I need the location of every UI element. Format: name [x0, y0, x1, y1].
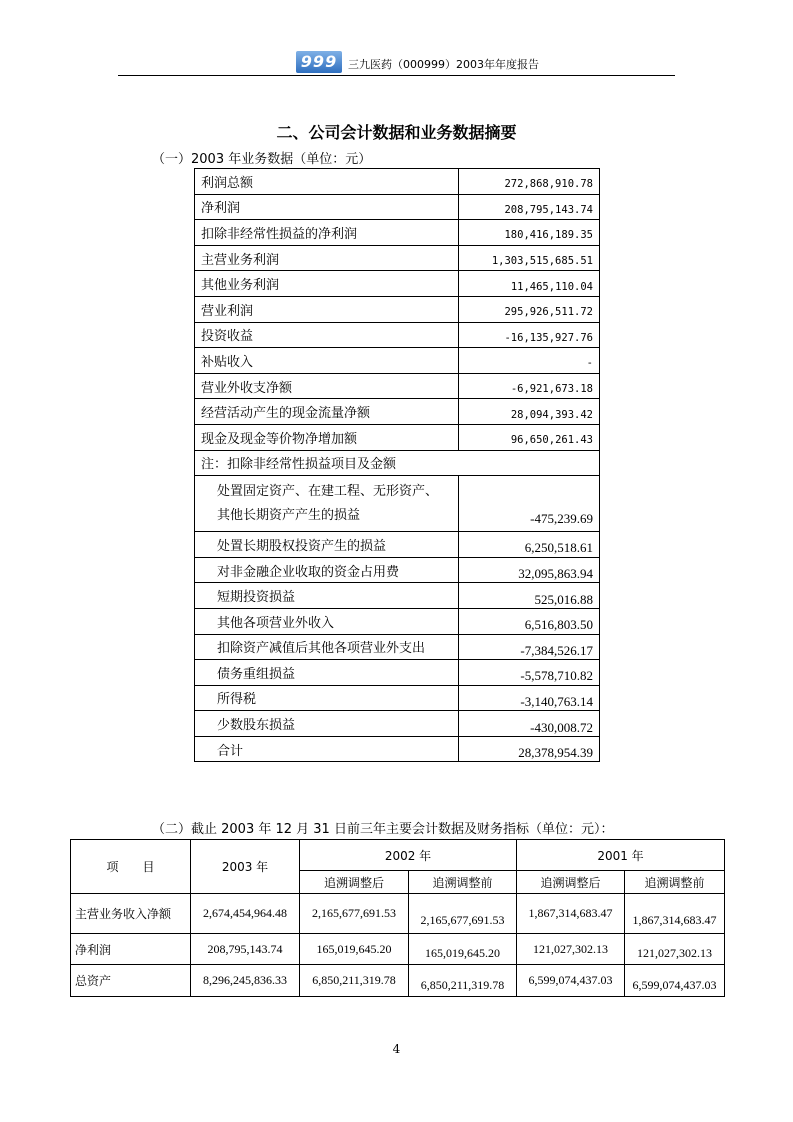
- table-row: [195, 194, 600, 220]
- table-row: [195, 736, 600, 762]
- cell-2002-after: 6,850,211,319.78: [300, 965, 409, 997]
- column-header-2002: 2002 年: [300, 840, 517, 871]
- row-label: 少数股东损益: [195, 711, 459, 737]
- cell-2002-before: 6,850,211,319.78: [409, 965, 517, 997]
- cell-2001-before: 6,599,074,437.03: [625, 965, 725, 997]
- table-row: [195, 271, 600, 297]
- row-value: -475,239.69: [459, 476, 600, 532]
- column-header-2001-after: 追溯调整后: [517, 871, 625, 894]
- cell-2002-before: 2,165,677,691.53: [409, 894, 517, 934]
- row-label: 总资产: [71, 965, 191, 997]
- row-label: 扣除资产减值后其他各项营业外支出: [195, 634, 459, 660]
- cell-2003: 8,296,245,836.33: [191, 965, 300, 997]
- row-label: 经营活动产生的现金流量净额: [195, 399, 459, 425]
- row-label: 利润总额: [195, 169, 459, 195]
- row-value: 1,303,515,685.51: [459, 245, 600, 271]
- cell-2001-after: 1,867,314,683.47: [517, 894, 625, 934]
- table-row: [195, 532, 600, 558]
- row-value: -6,921,673.18: [459, 373, 600, 399]
- section1-heading: （一）2003 年业务数据（单位：元）: [152, 152, 372, 167]
- row-label-line2: 其他长期资产产生的损益: [217, 507, 361, 523]
- row-value: 295,926,511.72: [459, 296, 600, 322]
- row-label: 营业利润: [195, 296, 459, 322]
- page-header: [118, 48, 675, 76]
- table-row: [195, 711, 600, 737]
- row-value: 96,650,261.43: [459, 424, 600, 450]
- row-label: 短期投资损益: [195, 583, 459, 609]
- section-title: 二、公司会计数据和业务数据摘要: [276, 123, 517, 142]
- row-label: 其他业务利润: [195, 271, 459, 297]
- row-value: -7,384,526.17: [459, 634, 600, 660]
- row-label: 合计: [195, 736, 459, 762]
- table-row: [195, 557, 600, 583]
- row-label: 补贴收入: [195, 348, 459, 374]
- column-header-2001-before: 追溯调整前: [625, 871, 725, 894]
- row-value: 32,095,863.94: [459, 557, 600, 583]
- note-row: [195, 450, 600, 476]
- row-value: -430,008.72: [459, 711, 600, 737]
- three-year-data-table: [70, 839, 725, 997]
- table-row: [71, 934, 725, 965]
- table-row: [195, 348, 600, 374]
- row-value: 180,416,189.35: [459, 220, 600, 246]
- table-row: [195, 424, 600, 450]
- row-value: 525,016.88: [459, 583, 600, 609]
- table-row: [195, 476, 600, 532]
- table-row: [195, 399, 600, 425]
- table-row: [195, 373, 600, 399]
- row-label: 主营业务收入净额: [71, 894, 191, 934]
- row-value: 11,465,110.04: [459, 271, 600, 297]
- table-row: [195, 296, 600, 322]
- cell-2001-after: 6,599,074,437.03: [517, 965, 625, 997]
- row-value: -16,135,927.76: [459, 322, 600, 348]
- column-header-2002-after: 追溯调整后: [300, 871, 409, 894]
- cell-2002-after: 165,019,645.20: [300, 934, 409, 965]
- business-data-table: [194, 168, 600, 762]
- cell-2001-after: 121,027,302.13: [517, 934, 625, 965]
- row-label: 扣除非经常性损益的净利润: [195, 220, 459, 246]
- table-row: [195, 245, 600, 271]
- row-value: -5,578,710.82: [459, 660, 600, 686]
- row-value: 208,795,143.74: [459, 194, 600, 220]
- row-value: 272,868,910.78: [459, 169, 600, 195]
- table-row: [71, 965, 725, 997]
- table-row: [195, 322, 600, 348]
- cell-2001-before: 121,027,302.13: [625, 934, 725, 965]
- row-label: 投资收益: [195, 322, 459, 348]
- row-value: -3,140,763.14: [459, 685, 600, 711]
- row-label: 净利润: [195, 194, 459, 220]
- row-value: -: [459, 348, 600, 374]
- table-row: [195, 685, 600, 711]
- table-row: [195, 169, 600, 195]
- note-label: 注：扣除非经常性损益项目及金额: [195, 450, 600, 476]
- row-value: 6,516,803.50: [459, 608, 600, 634]
- row-label: 现金及现金等价物净增加额: [195, 424, 459, 450]
- table-row: [195, 220, 600, 246]
- cell-2001-before: 1,867,314,683.47: [625, 894, 725, 934]
- row-value: 28,094,393.42: [459, 399, 600, 425]
- cell-2002-after: 2,165,677,691.53: [300, 894, 409, 934]
- cell-2003: 2,674,454,964.48: [191, 894, 300, 934]
- table-row: [195, 634, 600, 660]
- cell-2003: 208,795,143.74: [191, 934, 300, 965]
- column-header-item: 项 目: [71, 840, 191, 894]
- row-label: 所得税: [195, 685, 459, 711]
- row-label: 净利润: [71, 934, 191, 965]
- row-value: 28,378,954.39: [459, 736, 600, 762]
- row-label: 处置长期股权投资产生的损益: [195, 532, 459, 558]
- cell-2002-before: 165,019,645.20: [409, 934, 517, 965]
- company-logo: 999: [296, 51, 342, 73]
- column-header-2002-before: 追溯调整前: [409, 871, 517, 894]
- row-label-line1: 处置固定资产、在建工程、无形资产、: [217, 483, 439, 499]
- header-divider: [118, 75, 675, 76]
- header-title: 三九医药（000999）2003年年度报告: [348, 58, 539, 71]
- page-number: 4: [392, 1042, 401, 1056]
- table-row: [71, 894, 725, 934]
- row-label: 主营业务利润: [195, 245, 459, 271]
- row-label: 营业外收支净额: [195, 373, 459, 399]
- section2-heading: （二）截止 2003 年 12 月 31 日前三年主要会计数据及财务指标（单位：元）：: [152, 822, 614, 837]
- row-value: 6,250,518.61: [459, 532, 600, 558]
- table-header-row: [71, 840, 725, 871]
- column-header-2003: 2003 年: [191, 840, 300, 894]
- row-label: 对非金融企业收取的资金占用费: [195, 557, 459, 583]
- table-row: [195, 608, 600, 634]
- table-row: [195, 583, 600, 609]
- table-row: [195, 660, 600, 686]
- row-label: 其他各项营业外收入: [195, 608, 459, 634]
- column-header-2001: 2001 年: [517, 840, 725, 871]
- row-label: [195, 476, 459, 532]
- row-label: 债务重组损益: [195, 660, 459, 686]
